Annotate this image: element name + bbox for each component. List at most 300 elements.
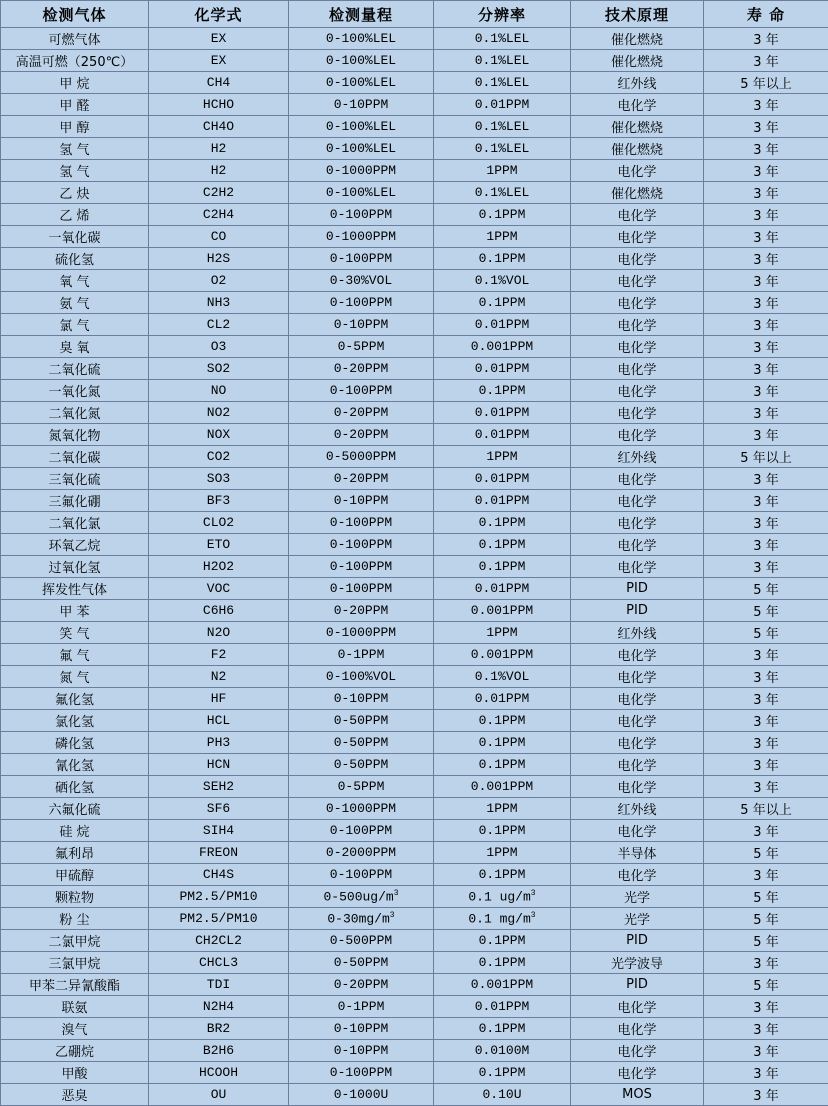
cell-resolution: 0.01PPM [434, 490, 571, 512]
cell-principle: 光学 [571, 908, 704, 930]
table-row [1, 94, 828, 116]
cell-life: 3 年 [704, 512, 828, 534]
cell-life: 3 年 [704, 160, 828, 182]
cell-formula: EX [149, 28, 289, 50]
cell-resolution: 0.1%LEL [434, 50, 571, 72]
cell-formula: HCOOH [149, 1062, 289, 1084]
cell-life: 3 年 [704, 732, 828, 754]
cell-life: 3 年 [704, 380, 828, 402]
cell-life: 3 年 [704, 534, 828, 556]
cell-life: 5 年 [704, 930, 828, 952]
cell-gas: 二氧化硫 [1, 358, 149, 380]
cell-principle: 电化学 [571, 820, 704, 842]
cell-principle: 电化学 [571, 1062, 704, 1084]
table-row [1, 578, 828, 600]
cell-gas: 挥发性气体 [1, 578, 149, 600]
table-row [1, 248, 828, 270]
table-row [1, 270, 828, 292]
table-row [1, 138, 828, 160]
cell-resolution: 0.1%LEL [434, 182, 571, 204]
table-row [1, 534, 828, 556]
table-row [1, 666, 828, 688]
cell-resolution: 0.01PPM [434, 468, 571, 490]
cell-range: 0-500PPM [289, 930, 434, 952]
cell-life: 3 年 [704, 292, 828, 314]
cell-gas: 甲 醇 [1, 116, 149, 138]
cell-life: 5 年 [704, 842, 828, 864]
cell-resolution: 1PPM [434, 446, 571, 468]
cell-principle: 电化学 [571, 490, 704, 512]
table-row [1, 424, 828, 446]
cell-resolution: 0.1PPM [434, 512, 571, 534]
cell-resolution: 0.1%LEL [434, 138, 571, 160]
cell-life: 3 年 [704, 666, 828, 688]
cell-life: 3 年 [704, 776, 828, 798]
cell-gas: 氯 气 [1, 314, 149, 336]
cell-gas: 氨 气 [1, 292, 149, 314]
cell-gas: 环氧乙烷 [1, 534, 149, 556]
cell-range: 0-50PPM [289, 710, 434, 732]
cell-gas: 甲酸 [1, 1062, 149, 1084]
cell-resolution: 0.1%LEL [434, 72, 571, 94]
table-row [1, 952, 828, 974]
cell-formula: NH3 [149, 292, 289, 314]
cell-principle: 电化学 [571, 710, 704, 732]
cell-gas: 溴气 [1, 1018, 149, 1040]
cell-principle: PID [571, 600, 704, 622]
cell-range: 0-100PPM [289, 534, 434, 556]
cell-gas: 三氟化硼 [1, 490, 149, 512]
cell-resolution: 0.01PPM [434, 996, 571, 1018]
cell-range: 0-1000PPM [289, 160, 434, 182]
cell-resolution: 0.1%VOL [434, 666, 571, 688]
cell-principle: 红外线 [571, 446, 704, 468]
cell-principle: 电化学 [571, 314, 704, 336]
cell-gas: 一氧化氮 [1, 380, 149, 402]
cell-formula: SF6 [149, 798, 289, 820]
cell-principle: 电化学 [571, 424, 704, 446]
cell-resolution: 0.001PPM [434, 336, 571, 358]
cell-formula: HCHO [149, 94, 289, 116]
cell-principle: 红外线 [571, 622, 704, 644]
cell-range: 0-100PPM [289, 578, 434, 600]
cell-life: 3 年 [704, 1062, 828, 1084]
table-body [1, 28, 828, 1106]
cell-life: 3 年 [704, 1018, 828, 1040]
cell-range: 0-20PPM [289, 600, 434, 622]
cell-range: 0-50PPM [289, 754, 434, 776]
cell-life: 3 年 [704, 182, 828, 204]
cell-principle: 电化学 [571, 1018, 704, 1040]
cell-formula: SO2 [149, 358, 289, 380]
cell-gas: 二氧化氮 [1, 402, 149, 424]
column-header-formula: 化学式 [149, 1, 289, 28]
cell-range: 0-50PPM [289, 732, 434, 754]
cell-range: $0-500ug/m^3$ [289, 886, 434, 908]
cell-life: 3 年 [704, 952, 828, 974]
cell-principle: 电化学 [571, 380, 704, 402]
cell-range: 0-100PPM [289, 1062, 434, 1084]
cell-principle: 电化学 [571, 248, 704, 270]
cell-formula: CH4O [149, 116, 289, 138]
cell-formula: VOC [149, 578, 289, 600]
cell-formula: PM2.5/PM10 [149, 908, 289, 930]
cell-range: 0-20PPM [289, 358, 434, 380]
cell-range: 0-1000PPM [289, 622, 434, 644]
cell-range: 0-5PPM [289, 776, 434, 798]
cell-formula: TDI [149, 974, 289, 996]
table-row [1, 974, 828, 996]
table-row [1, 490, 828, 512]
cell-resolution: 0.0100M [434, 1040, 571, 1062]
cell-gas: 颗粒物 [1, 886, 149, 908]
cell-resolution: 0.1PPM [434, 556, 571, 578]
cell-formula: CO2 [149, 446, 289, 468]
cell-range: 0-20PPM [289, 424, 434, 446]
cell-formula: H2 [149, 138, 289, 160]
table-row [1, 446, 828, 468]
table-row [1, 226, 828, 248]
table-row [1, 600, 828, 622]
cell-life: 3 年 [704, 644, 828, 666]
cell-formula: O3 [149, 336, 289, 358]
cell-resolution: 0.01PPM [434, 314, 571, 336]
cell-formula: NO [149, 380, 289, 402]
cell-life: 3 年 [704, 468, 828, 490]
cell-life: 5 年以上 [704, 446, 828, 468]
cell-principle: 光学波导 [571, 952, 704, 974]
cell-resolution: 0.1PPM [434, 820, 571, 842]
cell-resolution: 0.1PPM [434, 1018, 571, 1040]
cell-principle: 催化燃烧 [571, 116, 704, 138]
cell-life: 3 年 [704, 270, 828, 292]
cell-gas: 甲硫醇 [1, 864, 149, 886]
cell-principle: 电化学 [571, 292, 704, 314]
cell-range: 0-100%VOL [289, 666, 434, 688]
cell-range: 0-100PPM [289, 292, 434, 314]
cell-range: 0-10PPM [289, 314, 434, 336]
cell-gas: 磷化氢 [1, 732, 149, 754]
cell-gas: 臭 氧 [1, 336, 149, 358]
cell-life: 3 年 [704, 226, 828, 248]
cell-life: 3 年 [704, 358, 828, 380]
cell-formula: PM2.5/PM10 [149, 886, 289, 908]
table-row [1, 820, 828, 842]
cell-formula: C2H2 [149, 182, 289, 204]
cell-range: 0-30%VOL [289, 270, 434, 292]
cell-range: 0-100%LEL [289, 116, 434, 138]
cell-principle: 催化燃烧 [571, 50, 704, 72]
table-row [1, 754, 828, 776]
cell-life: 3 年 [704, 248, 828, 270]
cell-life: 3 年 [704, 402, 828, 424]
cell-resolution: 0.1PPM [434, 248, 571, 270]
cell-resolution: 0.01PPM [434, 424, 571, 446]
cell-principle: 催化燃烧 [571, 138, 704, 160]
cell-resolution: 0.01PPM [434, 688, 571, 710]
table-row [1, 776, 828, 798]
cell-life: 3 年 [704, 490, 828, 512]
cell-resolution: 0.1%LEL [434, 28, 571, 50]
cell-gas: 过氧化氢 [1, 556, 149, 578]
table-row [1, 314, 828, 336]
cell-principle: 电化学 [571, 204, 704, 226]
cell-principle: 电化学 [571, 226, 704, 248]
table-row [1, 116, 828, 138]
table-row [1, 644, 828, 666]
table-row [1, 930, 828, 952]
cell-gas: 六氟化硫 [1, 798, 149, 820]
table-row [1, 842, 828, 864]
cell-principle: 电化学 [571, 512, 704, 534]
cell-resolution: 0.001PPM [434, 644, 571, 666]
cell-formula: EX [149, 50, 289, 72]
cell-range: 0-20PPM [289, 974, 434, 996]
cell-gas: 可燃气体 [1, 28, 149, 50]
cell-range: 0-100PPM [289, 380, 434, 402]
cell-gas: 笑 气 [1, 622, 149, 644]
cell-formula: F2 [149, 644, 289, 666]
cell-life: 3 年 [704, 1040, 828, 1062]
cell-resolution: 0.01PPM [434, 94, 571, 116]
cell-formula: CO [149, 226, 289, 248]
cell-formula: CH4S [149, 864, 289, 886]
cell-range: 0-100PPM [289, 204, 434, 226]
cell-range: 0-5000PPM [289, 446, 434, 468]
cell-principle: 电化学 [571, 688, 704, 710]
cell-resolution: 0.1PPM [434, 952, 571, 974]
cell-formula: SEH2 [149, 776, 289, 798]
cell-resolution: 0.01PPM [434, 358, 571, 380]
cell-resolution: 0.001PPM [434, 600, 571, 622]
cell-principle: 电化学 [571, 864, 704, 886]
cell-resolution: 0.1PPM [434, 292, 571, 314]
table-row [1, 468, 828, 490]
cell-gas: 氟利昂 [1, 842, 149, 864]
table-row [1, 402, 828, 424]
cell-range: 0-100%LEL [289, 138, 434, 160]
cell-life: 3 年 [704, 688, 828, 710]
cell-principle: 电化学 [571, 270, 704, 292]
table-row [1, 556, 828, 578]
table-row [1, 864, 828, 886]
cell-life: 3 年 [704, 556, 828, 578]
cell-formula: HCN [149, 754, 289, 776]
table-row [1, 72, 828, 94]
cell-range: 0-10PPM [289, 1040, 434, 1062]
cell-principle: 催化燃烧 [571, 28, 704, 50]
cell-formula: N2 [149, 666, 289, 688]
cell-range: 0-100%LEL [289, 28, 434, 50]
cell-gas: 二氯甲烷 [1, 930, 149, 952]
cell-principle: 电化学 [571, 996, 704, 1018]
cell-range: 0-5PPM [289, 336, 434, 358]
table-row [1, 688, 828, 710]
cell-resolution: 1PPM [434, 842, 571, 864]
cell-gas: 甲苯二异氰酸酯 [1, 974, 149, 996]
cell-resolution: 1PPM [434, 798, 571, 820]
cell-range: 0-10PPM [289, 490, 434, 512]
cell-formula: CL2 [149, 314, 289, 336]
table-row [1, 1062, 828, 1084]
cell-principle: 催化燃烧 [571, 182, 704, 204]
cell-gas: 二氧化氯 [1, 512, 149, 534]
cell-formula: BR2 [149, 1018, 289, 1040]
cell-range: 0-50PPM [289, 952, 434, 974]
table-row [1, 160, 828, 182]
cell-gas: 氧 气 [1, 270, 149, 292]
table-row [1, 292, 828, 314]
cell-resolution: 0.001PPM [434, 974, 571, 996]
cell-formula: FREON [149, 842, 289, 864]
cell-principle: 电化学 [571, 468, 704, 490]
cell-life: 3 年 [704, 754, 828, 776]
table-row [1, 710, 828, 732]
cell-formula: H2O2 [149, 556, 289, 578]
cell-resolution: 0.1PPM [434, 1062, 571, 1084]
cell-principle: 电化学 [571, 666, 704, 688]
cell-resolution: 0.1PPM [434, 930, 571, 952]
cell-principle: 电化学 [571, 336, 704, 358]
table-row [1, 798, 828, 820]
table-row [1, 358, 828, 380]
cell-range: 0-100PPM [289, 512, 434, 534]
cell-life: 5 年 [704, 600, 828, 622]
cell-life: 5 年 [704, 622, 828, 644]
cell-principle: 电化学 [571, 776, 704, 798]
cell-life: 3 年 [704, 710, 828, 732]
cell-range: 0-100PPM [289, 864, 434, 886]
cell-formula: NOX [149, 424, 289, 446]
cell-formula: CHCL3 [149, 952, 289, 974]
cell-gas: 联氨 [1, 996, 149, 1018]
cell-principle: 红外线 [571, 798, 704, 820]
cell-formula: CLO2 [149, 512, 289, 534]
cell-principle: 光学 [571, 886, 704, 908]
cell-gas: 高温可燃（250℃） [1, 50, 149, 72]
table-row [1, 336, 828, 358]
cell-life: 3 年 [704, 424, 828, 446]
cell-formula: CH4 [149, 72, 289, 94]
cell-resolution: 0.1PPM [434, 732, 571, 754]
cell-principle: 电化学 [571, 1040, 704, 1062]
cell-life: 5 年 [704, 908, 828, 930]
cell-formula: O2 [149, 270, 289, 292]
cell-resolution: 0.1PPM [434, 754, 571, 776]
cell-range: 0-10PPM [289, 688, 434, 710]
cell-principle: PID [571, 930, 704, 952]
cell-formula: OU [149, 1084, 289, 1106]
cell-life: 3 年 [704, 116, 828, 138]
table-row [1, 50, 828, 72]
column-header-life: 寿 命 [704, 1, 828, 28]
cell-principle: 电化学 [571, 732, 704, 754]
cell-formula: N2O [149, 622, 289, 644]
cell-gas: 一氧化碳 [1, 226, 149, 248]
cell-range: 0-100PPM [289, 556, 434, 578]
cell-life: 3 年 [704, 94, 828, 116]
cell-principle: 电化学 [571, 358, 704, 380]
cell-resolution: 1PPM [434, 160, 571, 182]
cell-life: 3 年 [704, 28, 828, 50]
cell-gas: 甲 醛 [1, 94, 149, 116]
cell-gas: 恶臭 [1, 1084, 149, 1106]
cell-gas: 氢 气 [1, 138, 149, 160]
cell-gas: 硅 烷 [1, 820, 149, 842]
cell-range: 0-20PPM [289, 402, 434, 424]
cell-gas: 乙 烯 [1, 204, 149, 226]
table-row [1, 1018, 828, 1040]
cell-resolution: 0.01PPM [434, 402, 571, 424]
table-row [1, 886, 828, 908]
cell-resolution: 0.01PPM [434, 578, 571, 600]
column-header-principle: 技术原理 [571, 1, 704, 28]
column-header-resolution: 分辨率 [434, 1, 571, 28]
cell-gas: 氟 气 [1, 644, 149, 666]
cell-principle: 电化学 [571, 754, 704, 776]
cell-life: 3 年 [704, 50, 828, 72]
cell-gas: 三氧化硫 [1, 468, 149, 490]
cell-principle: 半导体 [571, 842, 704, 864]
cell-principle: PID [571, 578, 704, 600]
cell-life: 5 年以上 [704, 72, 828, 94]
cell-formula: HF [149, 688, 289, 710]
cell-gas: 乙 炔 [1, 182, 149, 204]
cell-life: 3 年 [704, 336, 828, 358]
table-row [1, 908, 828, 930]
table-row [1, 1040, 828, 1062]
cell-gas: 氟化氢 [1, 688, 149, 710]
cell-resolution: 0.1%VOL [434, 270, 571, 292]
cell-formula: BF3 [149, 490, 289, 512]
cell-range: 0-100%LEL [289, 50, 434, 72]
cell-life: 5 年 [704, 578, 828, 600]
cell-resolution: 0.001PPM [434, 776, 571, 798]
cell-range: 0-100%LEL [289, 182, 434, 204]
cell-principle: MOS [571, 1084, 704, 1106]
cell-formula: HCL [149, 710, 289, 732]
cell-life: 5 年 [704, 974, 828, 996]
column-header-range: 检测量程 [289, 1, 434, 28]
cell-range: 0-1PPM [289, 644, 434, 666]
cell-gas: 氯化氢 [1, 710, 149, 732]
cell-gas: 氮 气 [1, 666, 149, 688]
cell-resolution: 1PPM [434, 226, 571, 248]
cell-life: 5 年以上 [704, 798, 828, 820]
cell-life: 3 年 [704, 204, 828, 226]
table-row [1, 182, 828, 204]
cell-life: 3 年 [704, 138, 828, 160]
cell-range: 0-100%LEL [289, 72, 434, 94]
cell-gas: 硒化氢 [1, 776, 149, 798]
cell-range: 0-1PPM [289, 996, 434, 1018]
cell-range: 0-1000U [289, 1084, 434, 1106]
table-row [1, 204, 828, 226]
cell-formula: PH3 [149, 732, 289, 754]
cell-principle: 电化学 [571, 94, 704, 116]
cell-principle: 电化学 [571, 644, 704, 666]
table-row [1, 28, 828, 50]
cell-gas: 氰化氢 [1, 754, 149, 776]
cell-gas: 甲 烷 [1, 72, 149, 94]
cell-gas: 乙硼烷 [1, 1040, 149, 1062]
cell-principle: PID [571, 974, 704, 996]
table-header-row [1, 1, 828, 28]
cell-range: 0-20PPM [289, 468, 434, 490]
cell-formula: NO2 [149, 402, 289, 424]
cell-formula: N2H4 [149, 996, 289, 1018]
cell-resolution: 0.1%LEL [434, 116, 571, 138]
